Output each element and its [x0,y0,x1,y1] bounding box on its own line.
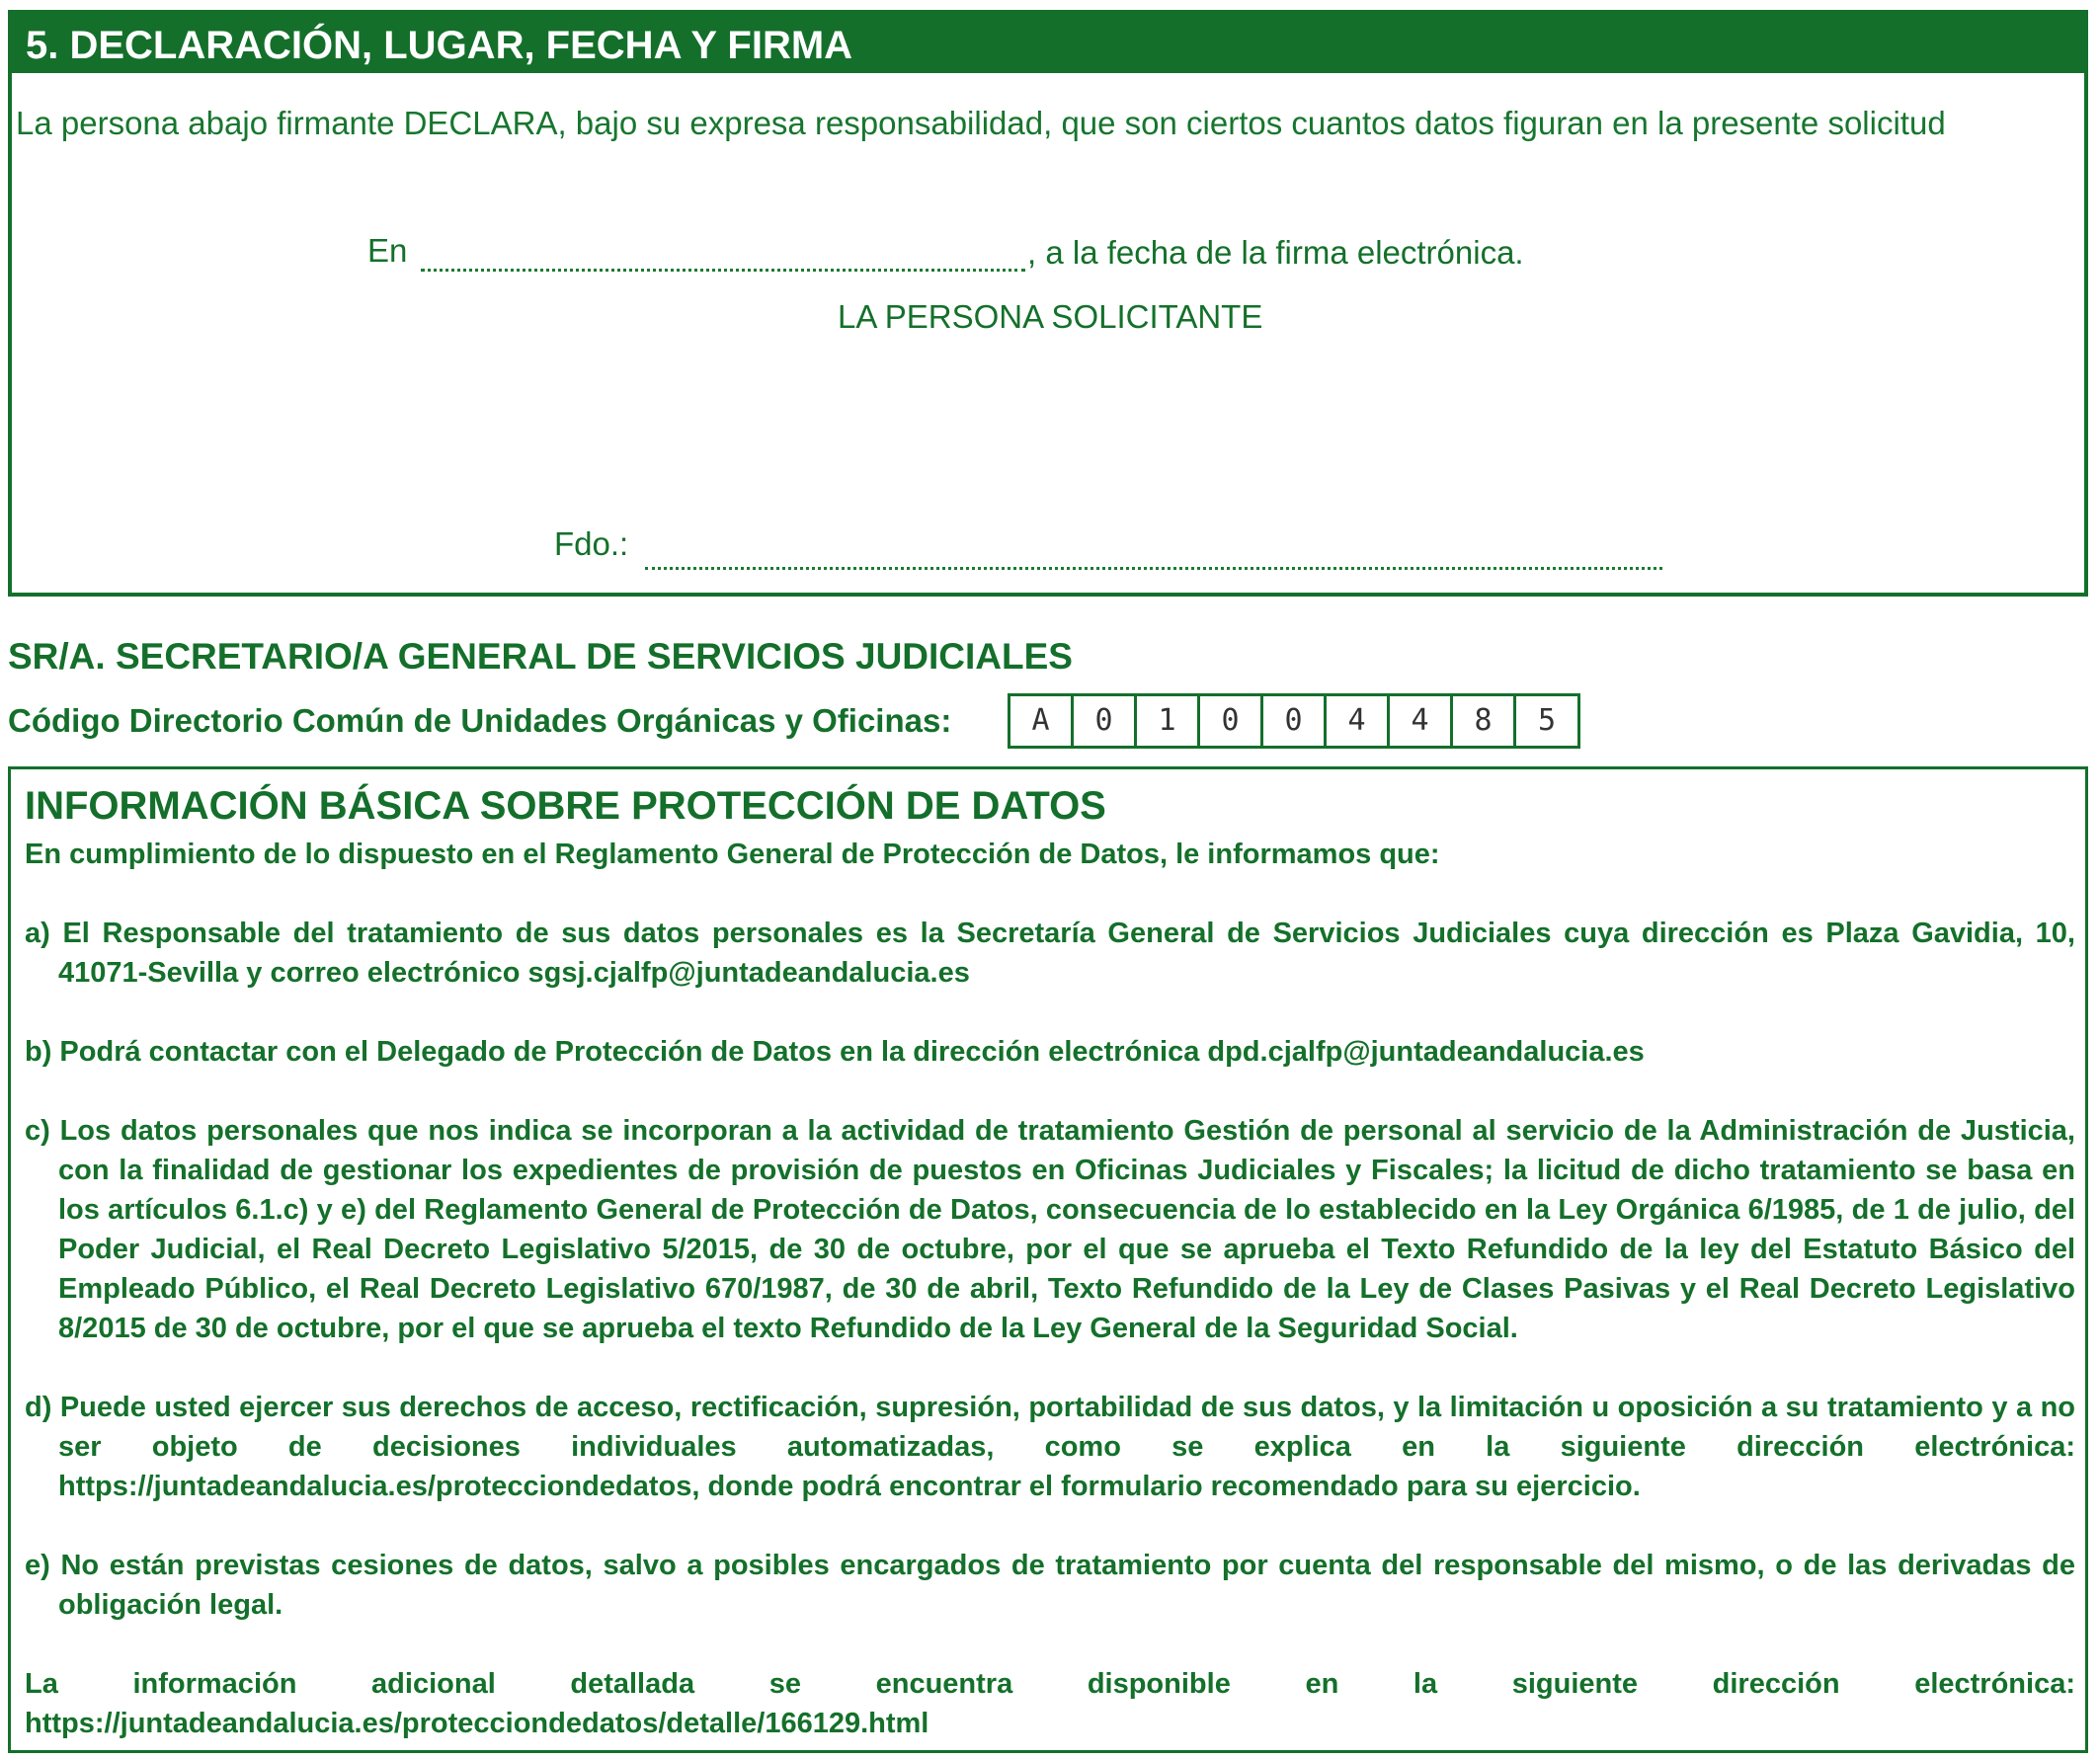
data-protection-section [8,766,2088,1753]
data-protection-intro: En cumplimiento de lo dispuesto en el Reglamento General de Protección de Datos, le informamos que: [25,839,1440,870]
data-protection-item-e: e) No están previstas cesiones de datos, salvo a posibles encargados de tratamiento por cuenta del responsable del mismo, o de las derivadas de obligación legal. [25,1550,2075,1621]
data-protection-item-c: c) Los datos personales que nos indica se incorporan a la actividad de tratamiento Gestión de personal al servicio de la Administración de Justicia, con la finalidad de gestionar los expedientes de provisión de puestos en Oficinas Judiciales y Fiscales; la licitud de dicho tratamiento se basa en los artículos 6.1.c) y e) del Reglamento General de Protección de Datos, consecuencia de lo establecido en la Ley Orgánica 6/1985, de 1 de julio, del Poder Judicial, el Real Decreto Legislativo 5/2015, de 30 de octubre, por el que se aprueba el Texto Refundido de la ley del Estatuto Básico del Empleado Público, el Real Decreto Legislativo 670/1987, de 30 de abril, Texto Refundido de la Ley de Clases Pasivas y el Real Decreto Legislativo 8/2015 de 30 de octubre, por el que se aprueba el texto Refundido de la Ley General de la Seguridad Social. [25,1115,2075,1344]
recipient-title: SR/A. SECRETARIO/A GENERAL DE SERVICIOS JUDICIALES [8,636,1073,677]
signature-label: Fdo.: [554,525,629,562]
date-text: , a la fecha de la firma electrónica. [1027,234,1524,271]
code-char-box: 0 [1074,696,1137,746]
code-char-box: 4 [1390,696,1453,746]
place-input[interactable] [421,269,1025,272]
code-char-box: 1 [1137,696,1200,746]
code-char-box: 8 [1453,696,1516,746]
data-protection-item-b: b) Podrá contactar con el Delegado de Protección de Datos en la dirección electrónica dpd.cjalfp@juntadeandalucia.es [25,1036,1645,1068]
data-protection-item-d: d) Puede usted ejercer sus derechos de acceso, rectificación, supresión, portabilidad de sus datos, y la limitación u oposición a su tratamiento y a no ser objeto de decisiones individuales automatizadas, como se explica en la siguiente dirección electrónica: https://juntadeandalucia.es/protecciondedatos, donde podrá encontrar el formulario recomendado para su ejercicio. [25,1392,2075,1502]
signature-input[interactable] [645,567,1662,570]
directory-code-boxes [1008,693,1580,749]
data-protection-footer: La información adicional detallada se encuentra disponible en la siguiente dirección electrónica: https://juntadeandalucia.es/protecciondedatos/detalle/166129.html [25,1668,2075,1739]
code-char-box: 0 [1263,696,1327,746]
code-char-box: 0 [1200,696,1263,746]
code-char-box: 4 [1327,696,1390,746]
data-protection-item-a: a) El Responsable del tratamiento de sus datos personales es la Secretaría General de Servicios Judiciales cuya dirección es Plaza Gavidia, 10, 41071-Sevilla y correo electrónico sgsj.cjalfp@juntadeandalucia.es [25,918,2075,989]
place-label: En [367,232,408,269]
data-protection-title: INFORMACIÓN BÁSICA SOBRE PROTECCIÓN DE DATOS [25,784,1106,828]
code-char-box: 5 [1537,703,1557,738]
section-header: 5. DECLARACIÓN, LUGAR, FECHA Y FIRMA [12,14,2084,73]
directory-code-label: Código Directorio Común de Unidades Orgánicas y Oficinas: [8,702,952,739]
declaration-text: La persona abajo firmante DECLARA, bajo su expresa responsabilidad, que son ciertos cuantos datos figuran en la presente solicitud [16,105,1946,141]
applicant-label: LA PERSONA SOLICITANTE [838,298,1263,335]
code-char-box: A [1010,696,1074,746]
